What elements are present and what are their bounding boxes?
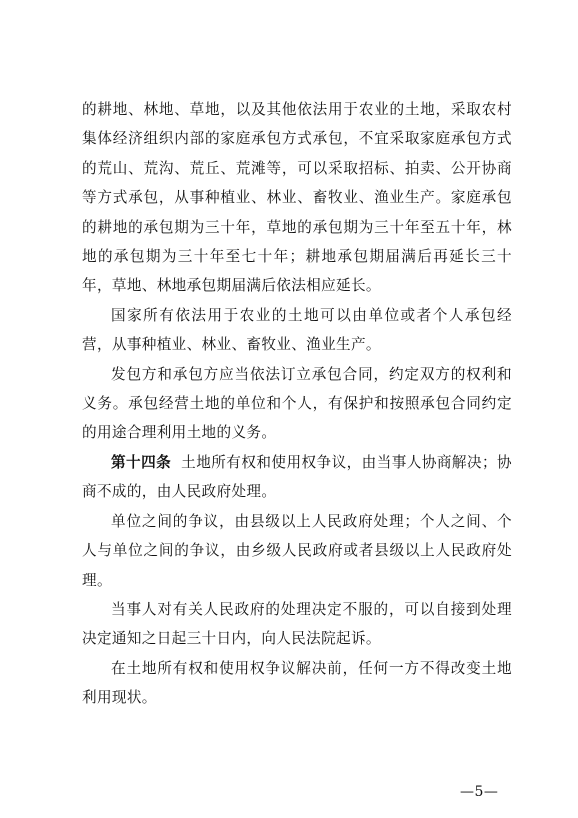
paragraph-dispute-jurisdiction — [82, 507, 512, 595]
paragraph-state-land-contracting — [82, 301, 512, 360]
paragraph-land-contract-terms — [82, 95, 512, 301]
paragraph-text: 当事人对有关人民政府的处理决定不服的，可以自接到处理决定通知之日起三十日内，向人民法院起诉。 — [82, 600, 512, 648]
paragraph-text: 发包方和承包方应当依法订立承包合同，约定双方的权利和义务。承包经营土地的单位和个人，有保护和按照承包合同约定的用途合理利用土地的义务。 — [82, 365, 512, 442]
page-number: —5— — [460, 784, 499, 800]
paragraph-text: 在土地所有权和使用权争议解决前，任何一方不得改变土地利用现状。 — [82, 659, 512, 707]
paragraph-text: 土地所有权和使用权争议，由当事人协商解决；协商不成的，由人民政府处理。 — [82, 453, 512, 501]
paragraph-contract-obligations — [82, 360, 512, 448]
document-body — [82, 95, 512, 713]
paragraph-article-14 — [82, 448, 512, 507]
paragraph-appeal-to-court — [82, 595, 512, 654]
paragraph-text: 的耕地、林地、草地，以及其他依法用于农业的土地，采取农村集体经济组织内部的家庭承包方式承包，不宜采取家庭承包方式的荒山、荒沟、荒丘、荒滩等，可以采取招标、拍卖、公开协商等方式承包，从事种植业、林业、畜牧业、渔业生产。家庭承包的耕地的承包期为三十年，草地的承包期为三十年至五十年，林地的承包期为三十年至七十年；耕地承包期届满后再延长三十年，草地、林地承包期届满后依法相应延长。 — [82, 101, 512, 295]
paragraph-status-quo — [82, 654, 512, 713]
article-label: 第十四条 — [111, 453, 172, 471]
paragraph-text: 国家所有依法用于农业的土地可以由单位或者个人承包经营，从事种植业、林业、畜牧业、渔业生产。 — [82, 306, 512, 354]
paragraph-text: 单位之间的争议，由县级以上人民政府处理；个人之间、个人与单位之间的争议，由乡级人民政府或者县级以上人民政府处理。 — [82, 512, 512, 589]
